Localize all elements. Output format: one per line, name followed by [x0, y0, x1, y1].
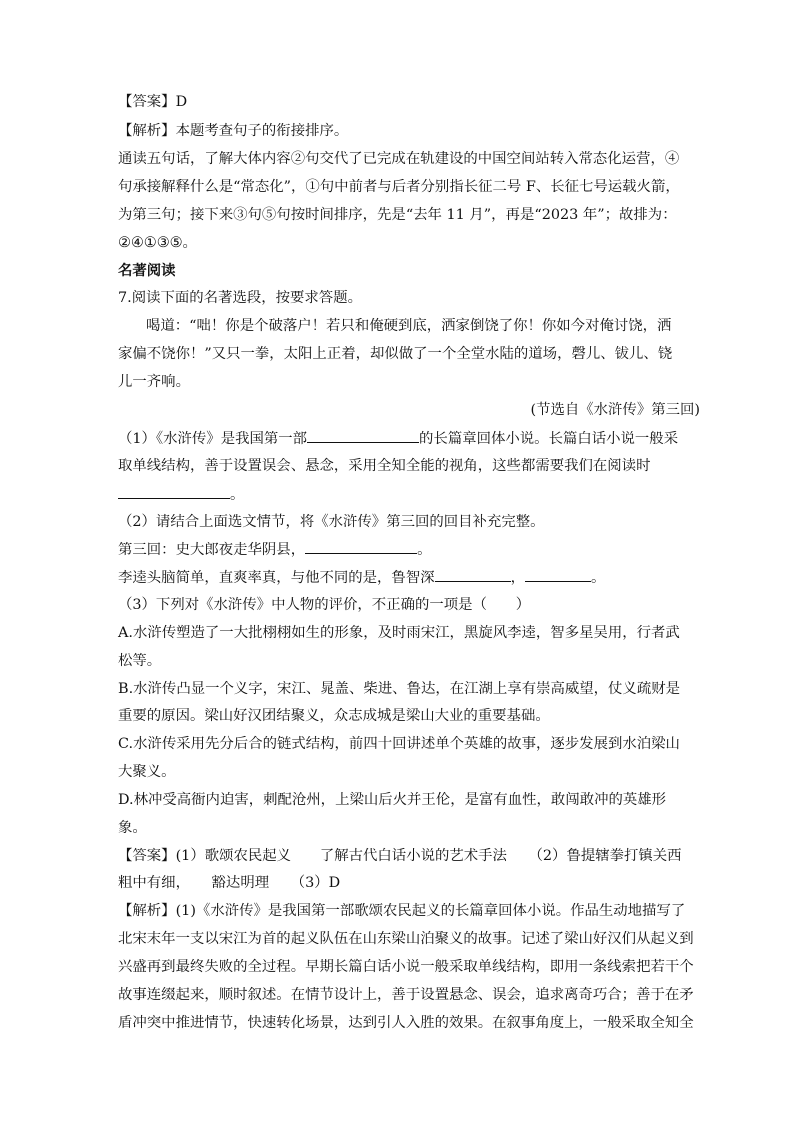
answer-blank[interactable] [305, 539, 417, 554]
question-3-stem: （3）下列对《水浒传》中人物的评价，不正确的一项是（ ） [118, 597, 531, 613]
answer-blank[interactable] [307, 428, 419, 443]
question-1-text-a: （1）《水浒传》是我国第一部 [118, 431, 308, 447]
punctuation: ， [510, 570, 526, 586]
analysis-text-line: ②④①③⑤。 [118, 235, 197, 251]
analysis-line: 【解析】(1)《水浒传》是我国第一部歌颂农民起义的长篇章回体小说。作品生动地描写了 [118, 903, 686, 919]
option-d-cont: 象。 [118, 820, 147, 836]
question-2-line-3 [118, 567, 605, 588]
analysis-line: 兴盛再到最终失败的全过程。早期长篇白话小说一般采取单线结构，即用一条线索把若干个 [118, 959, 694, 975]
question-1-line [118, 428, 678, 449]
punctuation: 。 [591, 570, 606, 586]
answer-line: 【答案】(1）歌颂农民起义 了解古代白话小说的艺术手法 （2）鲁提辖拳打镇关西 [118, 848, 682, 864]
option-b-cont: 重要的原因。梁山好汉团结聚义，众志成城是梁山大业的重要基础。 [118, 708, 550, 724]
answer-line: 粗中有细， 豁达明理 （3）D [118, 875, 341, 891]
passage-line: 喝道：“咄！你是个破落户！若只和俺硬到底，洒家倒饶了你！你如今对俺讨饶，洒 [146, 318, 672, 334]
analysis-text-line: 通读五句话，了解大体内容②句交代了已完成在轨建设的中国空间站转入常态化运营，④ [118, 151, 680, 167]
question-1-line-3 [118, 484, 244, 505]
punctuation: 。 [417, 542, 432, 558]
analysis-line: 北宋末年一支以宋江为首的起义队伍在山东梁山泊聚义的故事。记述了梁山好汉们从起义到 [118, 931, 694, 947]
analysis-label-1: 【解析】本题考查句子的衔接排序。 [118, 123, 349, 139]
passage-line: 家偏不饶你！”又只一拳，太阳上正着，却似做了一个全堂水陆的道场，磬儿、钹儿、铙 [118, 346, 673, 362]
analysis-text-line: 为第三句；接下来③句⑤句按时间排序，先是“去年 11 月”，再是“2023 年”；故排为： [118, 207, 677, 223]
passage-line: 儿一齐响。 [118, 374, 190, 390]
question-2-text: 第三回：史大郎夜走华阴县， [118, 542, 306, 558]
answer-blank[interactable] [435, 567, 511, 582]
answer-blank[interactable] [525, 567, 591, 582]
section-heading: 名著阅读 [118, 262, 176, 279]
passage-source: (节选自《水浒传》第三回) [530, 402, 700, 418]
question-title: 7.阅读下面的名著选段，按要求答题。 [118, 290, 362, 306]
question-1-text-d: 。 [230, 487, 245, 503]
answer-blank[interactable] [118, 484, 230, 499]
question-1-text-b: 的长篇章回体小说。长篇白话小说一般采 [419, 431, 679, 447]
option-c[interactable]: C.水浒传采用先分后合的链式结构，前四十回讲述单个英雄的故事，逐步发展到水泊梁山 [118, 736, 680, 752]
option-a-cont: 松等。 [118, 653, 162, 669]
question-2-line-2 [118, 539, 432, 560]
option-b[interactable]: B.水浒传凸显一个义字，宋江、晁盖、柴进、鲁达，在江湖上享有崇高威望，仗义疏财是 [118, 681, 680, 697]
analysis-line: 盾冲突中推进情节，快速转化场景，达到引人入胜的效果。在叙事角度上，一般采取全知全 [118, 1015, 694, 1031]
analysis-line: 故事连缀起来，顺时叙述。在情节设计上，善于设置悬念、误会，追求离奇巧合；善于在矛 [118, 987, 694, 1003]
analysis-text-line: 句承接解释什么是“常态化”，①句中前者与后者分别指长征二号 F、长征七号运载火箭， [118, 179, 680, 195]
option-a[interactable]: A.水浒传塑造了一大批栩栩如生的形象，及时雨宋江，黑旋风李逵，智多星吴用，行者武 [118, 625, 680, 641]
option-d[interactable]: D.林冲受高衙内迫害，刺配沧州，上梁山后火并王伦，是富有血性，敢闯敢冲的英雄形 [118, 792, 667, 808]
question-1-line-2: 取单线结构，善于设置误会、悬念，采用全知全能的视角，这些都需要我们在阅读时 [118, 458, 651, 474]
question-2-line: （2）请结合上面选文情节，将《水浒传》第三回的回目补充完整。 [118, 514, 545, 530]
question-2-text: 李逵头脑简单，直爽率真，与他不同的是，鲁智深 [118, 570, 435, 586]
option-c-cont: 大聚义。 [118, 764, 176, 780]
answer-label-1: 【答案】D [118, 94, 188, 110]
